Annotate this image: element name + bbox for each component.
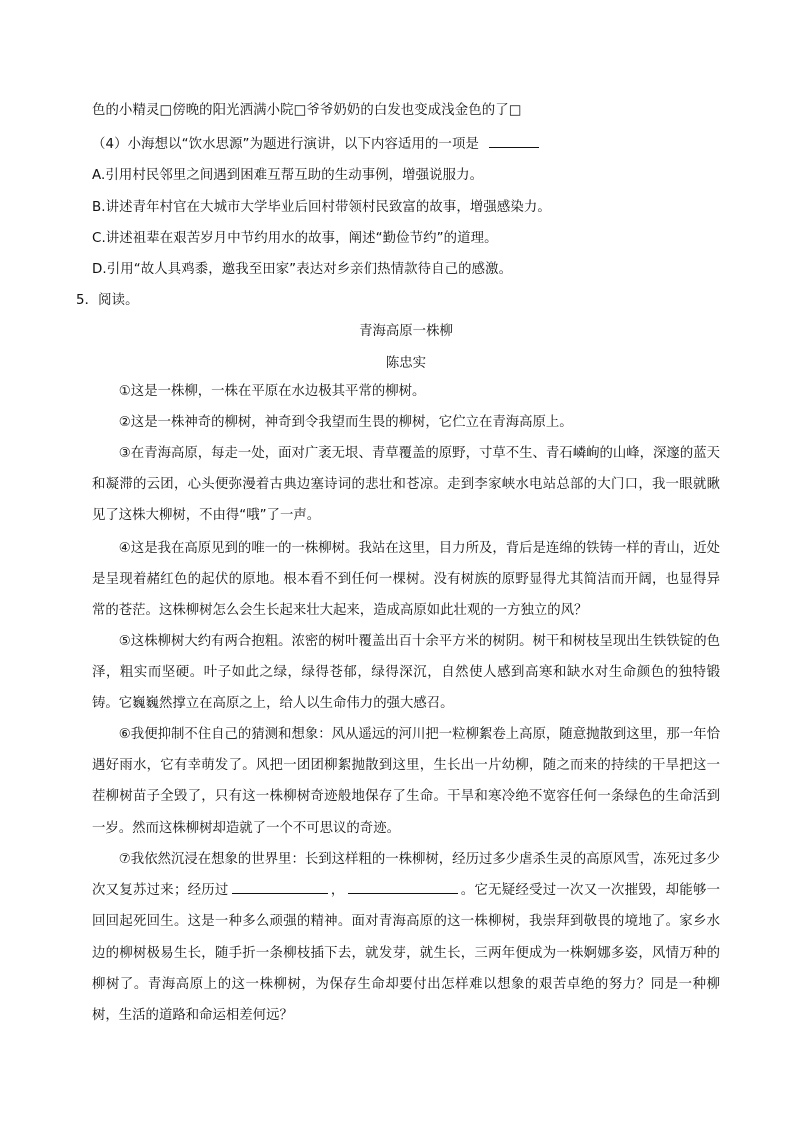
- article-author: 陈忠实: [385, 356, 427, 371]
- option-d: D.引用“故人具鸡黍，邀我至田家”表达对乡亲们热情款待自己的感激。: [92, 262, 513, 277]
- paragraph-5: ⑤这株柳树大约有两合抱粗。浓密的树叶覆盖出百十余平方米的树阴。树干和树枝呈现出生铁铁锭的色泽，粗实而坚硬。叶子如此之绿，绿得苍郁，绿得深沉，自然使人感到高寒和缺水对生命颜色的独特锻铸。它巍巍然撑立在高原之上，给人以生命伟力的强大感召。: [92, 634, 720, 712]
- paragraph-7-part-b: 。它无疑经受过一次又一次摧毁，却能够一回回起死回生。这是一种多么顽强的精神。面对青海高原的这一株柳树，我崇拜到敬畏的境地了。家乡水边的柳树极易生长，随手折一条柳枝插下去，就发芽，就生长，三两年便成为一株婀娜多姿，风情万种的柳树了。青海高原上的这一株柳树，为保存生命却要付出怎样难以想象的艰苦卓绝的努力？同是一种柳树，生活的道路和命运相差何远？: [92, 883, 721, 1024]
- question-4-stem: [92, 133, 539, 152]
- question-4-text: （4）小海想以“饮水思源”为题进行演讲，以下内容适用的一项是: [92, 137, 479, 152]
- paragraph-3: ③在青海高原，每走一处，面对广袤无垠、青草覆盖的原野，寸草不生、青石嶙峋的山峰，深邃的蓝天和凝滞的云团，心头便弥漫着古典边塞诗词的悲壮和苍凉。走到李家峡水电站总部的大门口，我一眼就瞅见了这株大柳树，不由得“哦”了一声。: [92, 446, 720, 524]
- paragraph-6: ⑥我便抑制不住自己的猜测和想象：风从遥远的河川把一粒柳絮卷上高原，随意抛散到这里，那一年恰遇好雨水，它有幸萌发了。风把一团团柳絮抛散到这里，生长出一片幼柳，随之而来的持续的干旱把这一茬柳树苗子全毁了，只有这一株柳树奇迹般地保存了生命。干旱和寒冷绝不宽容任何一条绿色的生命活到一岁。然而这株柳树却造就了一个不可思议的奇迹。: [92, 727, 720, 836]
- section-5-label: 5．阅读。: [76, 293, 139, 308]
- paragraph-7: [92, 844, 720, 1031]
- paragraph-2: ②这是一株神奇的柳树，神奇到令我望而生畏的柳树，它伫立在青海高原上。: [118, 415, 573, 430]
- fill-blank-1[interactable]: [232, 892, 328, 894]
- option-b: B.讲述青年村官在大城市大学毕业后回村带领村民致富的故事，增强感染力。: [92, 200, 551, 215]
- option-c: C.讲述祖辈在艰苦岁月中节约用水的故事，阐述“勤俭节约”的道理。: [92, 231, 498, 246]
- paragraph-7-part-a: ⑦我依然沉浸在想象的世界里：长到这样粗的一株柳树，经历过多少虐杀生灵的高原风雪，冻死过多少次又复苏过来；经历过: [92, 852, 720, 899]
- option-a: A.引用村民邻里之间遇到困难互帮互助的生动事例，增强说服力。: [92, 168, 484, 183]
- fill-blank-2[interactable]: [348, 892, 458, 894]
- continued-text-line: 色的小精灵□傍晚的阳光洒满小院□爷爷奶奶的白发也变成浅金色的了□: [92, 103, 522, 118]
- answer-blank[interactable]: [489, 146, 539, 148]
- paragraph-7-separator: ，: [330, 883, 345, 899]
- paragraph-4: ④这是我在高原见到的唯一的一株柳树。我站在这里，目力所及，背后是连绵的铁铸一样的青山，近处是呈现着赭红色的起伏的原地。根本看不到任何一棵树。没有树族的原野显得尤其简洁而开阔，也显得异常的苍茫。这株柳树怎么会生长起来壮大起来，造成高原如此壮观的一方独立的风？: [92, 541, 720, 619]
- paragraph-1: ①这是一株柳，一株在平原在水边极其平常的柳树。: [118, 384, 426, 399]
- article-title: 青海高原一株柳: [359, 324, 453, 339]
